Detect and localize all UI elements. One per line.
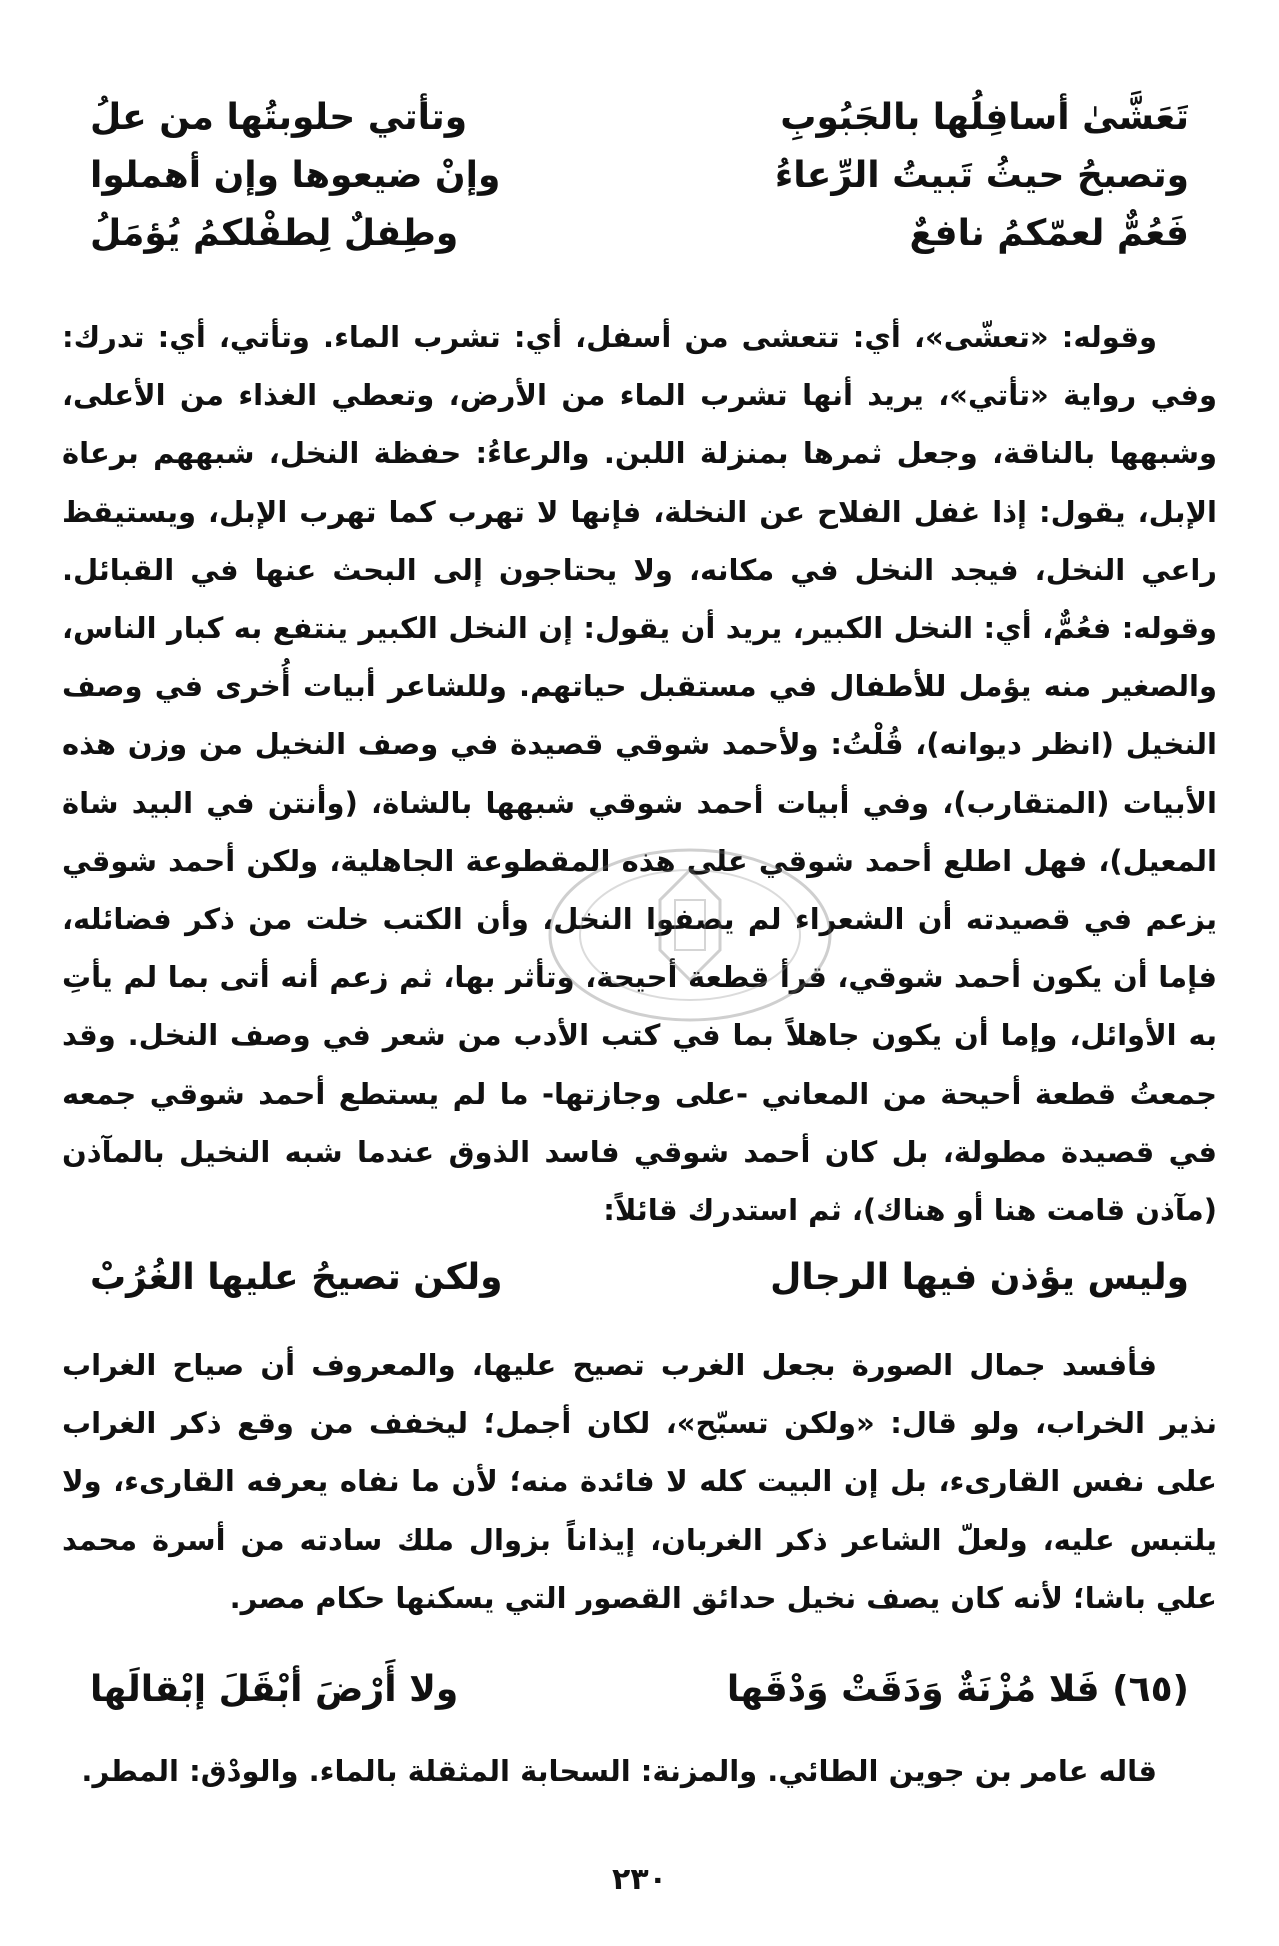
verse-line: [90, 88, 1189, 146]
verse-first-hemistich: (٦٥) فَلا مُزْنَةٌ وَدَقَتْ وَدْقَها: [726, 1668, 1189, 1710]
verse-second-hemistich: وتأتي حلوبتُها من علُ: [90, 96, 468, 138]
verse-second-hemistich: ولا أَرْضَ أبْقَلَ إبْقالَها: [90, 1668, 459, 1710]
poem-top: [90, 88, 1189, 262]
verse-line: [90, 1660, 1189, 1718]
commentary-bottom: [62, 1742, 1217, 1800]
commentary-main: [62, 308, 1217, 1239]
commentary-middle: [62, 1336, 1217, 1627]
commentary-paragraph: وقوله: «تعشّى»، أي: تتعشى من أسفل، أي: تشرب الماء. وتأتي، أي: تدرك: وفي رواية «تأتي»، يريد أنها تشرب الماء من الأرض، وتعطي الغذاء من الأعلى، وشبهها بالناقة، وجعل ثمرها بمنزلة اللبن. والرعاءُ: حفظة النخل، شبههم برعاة الإبل، يقول: إذا غفل الفلاح عن النخلة، فإنها لا تهرب كما تهرب الإبل، ويستيقظ راعي النخل، فيجد النخل في مكانه، ولا يحتاجون إلى البحث عنها في القبائل. وقوله: فعُمٌّ، أي: النخل الكبير، يريد أن يقول: إن النخل الكبير ينتفع به كبار الناس، والصغير منه يؤمل للأطفال في مستقبل حياتهم. وللشاعر أبيات أُخرى في وصف النخيل (انظر ديوانه)، قُلْتُ: ولأحمد شوقي قصيدة في وصف النخيل من وزن هذه الأبيات (المتقارب)، وفي أبيات أحمد شوقي شبهها بالشاة، (وأنتن في البيد شاة المعيل)، فهل اطلع أحمد شوقي على هذه المقطوعة الجاهلية، ولكن أحمد شوقي يزعم في قصيدته أن الشعراء لم يصفوا النخل، وأن الكتب خلت من ذكر فضائله، فإما أن يكون أحمد شوقي، قرأ قطعة أحيحة، وتأثر بها، ثم زعم أنه أتى بما لم يأتِ به الأوائل، وإما أن يكون جاهلاً بما في كتب الأدب من شعر في وصف النخل. وقد جمعتُ قطعة أحيحة من المعاني -على وجازتها- ما لم يستطع أحمد شوقي جمعه في قصيدة مطولة، بل كان أحمد شوقي فاسد الذوق عندما شبه النخيل بالمآذن (مآذن قامت هنا أو هناك)، ثم استدرك قائلاً:: [62, 320, 1217, 1228]
poem-middle: [90, 1248, 1189, 1306]
verse-line: [90, 1248, 1189, 1306]
verse-second-hemistich: ولكن تصيحُ عليها الغُرُبْ: [90, 1256, 503, 1298]
verse-second-hemistich: وطِفلٌ لِطفْلكمُ يُؤمَلُ: [90, 212, 459, 254]
verse-first-hemistich: وتصبحُ حيثُ تَبيتُ الرِّعاءُ: [774, 154, 1189, 196]
library-seal-watermark: [540, 840, 840, 1030]
commentary-paragraph: قاله عامر بن جوين الطائي. والمزنة: السحابة المثقلة بالماء. والودْق: المطر.: [81, 1754, 1157, 1788]
verse-first-hemistich: وليس يؤذن فيها الرجال: [770, 1256, 1189, 1298]
verse-first-hemistich: فَعُمٌّ لعمّكمُ نافعٌ: [909, 212, 1189, 254]
verse-line: [90, 204, 1189, 262]
verse-line: [90, 146, 1189, 204]
page-number: ٢٣٠: [612, 1862, 667, 1897]
commentary-paragraph: فأفسد جمال الصورة بجعل الغرب تصيح عليها، والمعروف أن صياح الغراب نذير الخراب، ولو قال: «ولكن تسبّح»، لكان أجمل؛ ليخفف من وقع ذكر الغراب على نفس القارىء، بل إن البيت كله لا فائدة منه؛ لأن ما نفاه يعرفه القارىء، ولا يلتبس عليه، ولعلّ الشاعر ذكر الغربان، إيذاناً بزوال ملك سادته من أسرة محمد علي باشا؛ لأنه كان يصف نخيل حدائق القصور التي يسكنها حكام مصر.: [62, 1348, 1217, 1615]
verse-second-hemistich: وإنْ ضيعوها وإن أهملوا: [90, 154, 501, 196]
poem-bottom: [90, 1660, 1189, 1718]
verse-first-hemistich: تَعَشَّىٰ أسافِلُها بالجَبُوبِ: [780, 96, 1189, 138]
